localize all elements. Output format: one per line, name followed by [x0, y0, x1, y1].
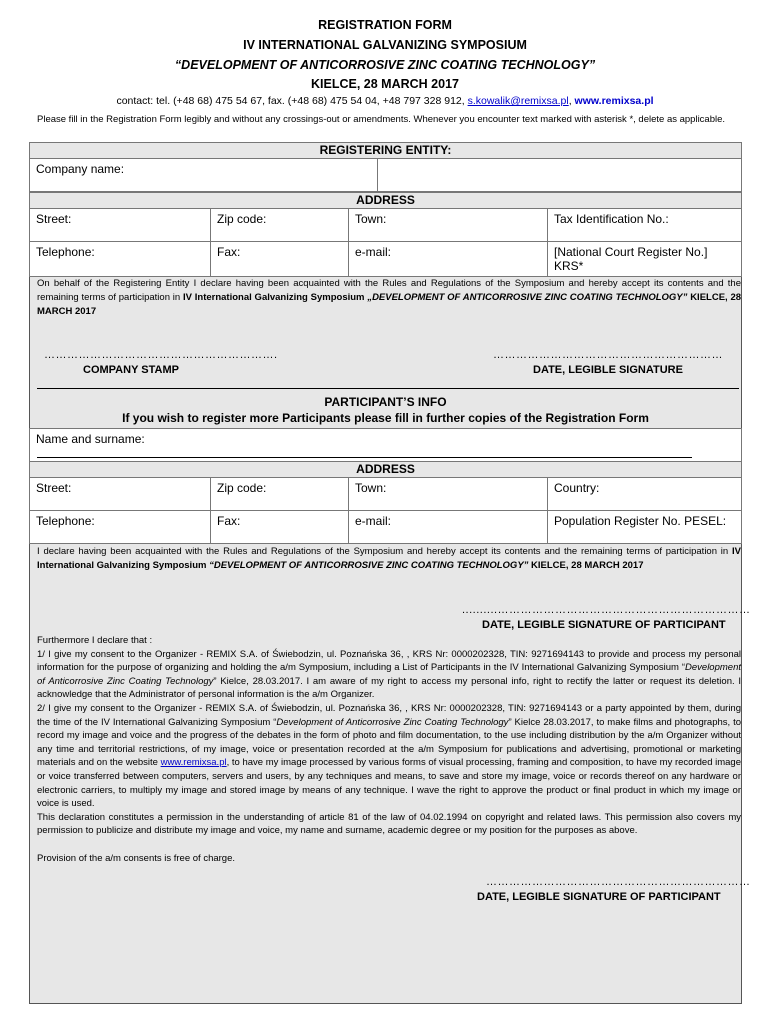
participant-town-label: Town:: [355, 481, 387, 495]
company-stamp-label: COMPANY STAMP: [83, 364, 179, 376]
consent-1-rest: ” Kielce, 28.03.2017. I am aware of my right to access my personal info, right to rectify the latter or request its deletion. I acknowledge that the Administrator of personal information is the a/m Organizer.: [37, 675, 741, 701]
fax-field[interactable]: [210, 241, 349, 277]
section-divider: [37, 388, 739, 389]
participant-zip-field[interactable]: [210, 477, 349, 511]
telephone-field[interactable]: [29, 241, 211, 277]
consent-2-end: , to have my image processed by various forms of visual processing, framing and composition, to have my recorded image or voice transferred between computers, servers and users, by any techniques and means, to save and store my image, voice or records thereof on any hardware or electronic carriers, to multiply my image and stored image by means of any technique. I wave the right to approve the product or final product in which my image or voice is used.: [37, 757, 742, 810]
company-name-label: Company name:: [36, 162, 125, 176]
contact-phones: contact: tel. (+48 68) 475 54 67, fax. (+48 68) 475 54 04, +48 797 328 912,: [116, 95, 465, 107]
consent-free-of-charge: Provision of the a/m consents is free of charge.: [37, 852, 236, 864]
participant-declaration: [37, 545, 741, 573]
form-title: REGISTRATION FORM: [318, 18, 452, 32]
krs-label: [National Court Register No.] KRS*: [554, 245, 708, 273]
email-label: e-mail:: [355, 245, 392, 259]
consent-point-3: This declaration constitutes a permission in the understanding of article 81 of the law of 04.02.1994 on copyright and related laws. This permission also covers my permission to publicize and distribute my image and voice, my name and surname, academic degree or my position for the purposes as above.: [37, 811, 741, 837]
consent-1-text: 1/ I give my consent to the Organizer - REMIX S.A. of Świebodzin, ul. Poznańska 36, , KRS Nr: 0000202328, TIN: 9271694143 to provide and process my personal information for the purpose of organizing and holding the a/m Symposium, including a List of Participants in the IV International Galvanizing Symposium “: [37, 648, 741, 674]
consent-website-link[interactable]: www.remixsa.pl: [160, 757, 227, 769]
entity-declaration-symposium: IV International Galvanizing Symposium: [182, 292, 365, 303]
participant-signature-dots: ..........…………………………………………………………: [462, 604, 751, 616]
contact-website-link[interactable]: www.remixsa.pl: [574, 95, 654, 107]
consent-1-topic: Development of Anticorrosive Zinc Coating Technology: [37, 662, 741, 687]
registering-entity-title: REGISTERING ENTITY:: [29, 142, 742, 159]
participant-declaration-place: KIELCE, 28 MARCH 2017: [531, 560, 644, 571]
tax-id-field[interactable]: [547, 208, 742, 242]
consent-section: [37, 634, 741, 866]
entity-declaration-topic: „DEVELOPMENT OF ANTICORROSIVE ZINC COATING TECHNOLOGY”: [367, 292, 688, 303]
participant-name-label: Name and surname:: [36, 432, 145, 446]
zip-field[interactable]: [210, 208, 349, 242]
entity-declaration-text: On behalf of the Registering Entity I declare having been acquainted with the Rules and Regulations of the Symposium and hereby accept its contents and the remaining terms of participation in: [37, 278, 741, 303]
town-label: Town:: [355, 212, 387, 226]
consent-2-topic: Development of Anticorrosive Zinc Coating Technology: [276, 716, 509, 728]
street-field[interactable]: [29, 208, 211, 242]
participant-subtitle: If you wish to register more Participants please fill in further copies of the Registration Form: [122, 411, 649, 425]
participant-zip-label: Zip code:: [217, 481, 267, 495]
stamp-dots: …………………………………………………….: [44, 349, 278, 361]
company-name-field[interactable]: [29, 158, 378, 192]
participant-country-label: Country:: [554, 481, 600, 495]
company-name-value-field[interactable]: [377, 158, 742, 192]
entity-signature-dots: ……………………………………………………: [493, 349, 723, 361]
consent-signature-dots: ……………………………………………………………: [486, 876, 751, 888]
telephone-label: Telephone:: [36, 245, 95, 259]
consent-2-text: 2/ I give my consent to the Organizer - REMIX S.A. of Świebodzin, ul. Poznańska 36, , KRS Nr: 0000202328, TIN: 9271694143 or a party appointed by them, during the time of the IV International Galvanizing Symposium “: [37, 702, 741, 728]
participant-name-field[interactable]: [29, 428, 742, 462]
symposium-subtitle: “DEVELOPMENT OF ANTICORROSIVE ZINC COATING TECHNOLOGY”: [174, 58, 596, 72]
fax-label: Fax:: [217, 245, 241, 259]
consent-signature-label: DATE, LEGIBLE SIGNATURE OF PARTICIPANT: [477, 891, 721, 903]
zip-label: Zip code:: [217, 212, 267, 226]
participant-title: PARTICIPANT’S INFO: [324, 395, 447, 409]
participant-street-field[interactable]: [29, 477, 211, 511]
symposium-title: IV INTERNATIONAL GALVANIZING SYMPOSIUM: [243, 38, 527, 52]
participant-declaration-symposium: IV International Galvanizing Symposium: [37, 546, 741, 571]
participant-telephone-field[interactable]: [29, 510, 211, 544]
registering-address-title: ADDRESS: [29, 192, 742, 209]
consent-intro: Furthermore I declare that :: [37, 635, 153, 646]
participant-country-field[interactable]: [547, 477, 742, 511]
town-field[interactable]: [348, 208, 548, 242]
contact-separator: ,: [568, 95, 572, 107]
entity-declaration-place: KIELCE, 28 MARCH 2017: [37, 292, 742, 317]
contact-email-link[interactable]: s.kowalik@remixsa.pl: [467, 95, 569, 107]
tax-id-label: Tax Identification No.:: [554, 212, 669, 226]
consent-point-2: [37, 702, 741, 811]
participant-declaration-topic: “DEVELOPMENT OF ANTICORROSIVE ZINC COATING TECHNOLOGY”: [209, 560, 529, 571]
participant-street-label: Street:: [36, 481, 72, 495]
participant-town-field[interactable]: [348, 477, 548, 511]
participant-declaration-text: I declare having been acquainted with the Rules and Regulations of the Symposium and hereby accept its contents and the remaining terms of participation in: [37, 546, 729, 557]
name-underline: [37, 457, 692, 458]
consent-2-rest: ” Kielce 28.03.2017, to make films and photographs, to record my image and voice and the progress of the debates in the form of photo and film documentation, to the use including distribution by the a/m Organizer without any time and territorial restrictions, of my image, voice or presentation recorded at the a/m Symposium for publications and advertising, promotional or marketing materials and on the website: [37, 716, 741, 769]
entity-declaration: [37, 277, 741, 319]
email-field[interactable]: [348, 241, 548, 277]
participant-email-label: e-mail:: [355, 514, 392, 528]
entity-signature-label: DATE, LEGIBLE SIGNATURE: [533, 364, 683, 376]
participant-address-title: ADDRESS: [29, 461, 742, 478]
contact-line: [0, 95, 770, 107]
participant-fax-field[interactable]: [210, 510, 349, 544]
krs-field[interactable]: [547, 241, 742, 277]
participant-pesel-label: Population Register No. PESEL:: [554, 514, 727, 528]
participant-pesel-field[interactable]: [547, 510, 742, 544]
participant-telephone-label: Telephone:: [36, 514, 95, 528]
street-label: Street:: [36, 212, 72, 226]
participant-fax-label: Fax:: [217, 514, 241, 528]
instructions: Please fill in the Registration Form legibly and without any crossings-out or amendments. Whenever you encounter text marked with asterisk *, delete as applicable.: [37, 114, 726, 125]
participant-email-field[interactable]: [348, 510, 548, 544]
event-place-date: KIELCE, 28 MARCH 2017: [311, 77, 459, 91]
consent-point-1: [37, 648, 741, 702]
participant-signature-label: DATE, LEGIBLE SIGNATURE OF PARTICIPANT: [482, 619, 726, 631]
